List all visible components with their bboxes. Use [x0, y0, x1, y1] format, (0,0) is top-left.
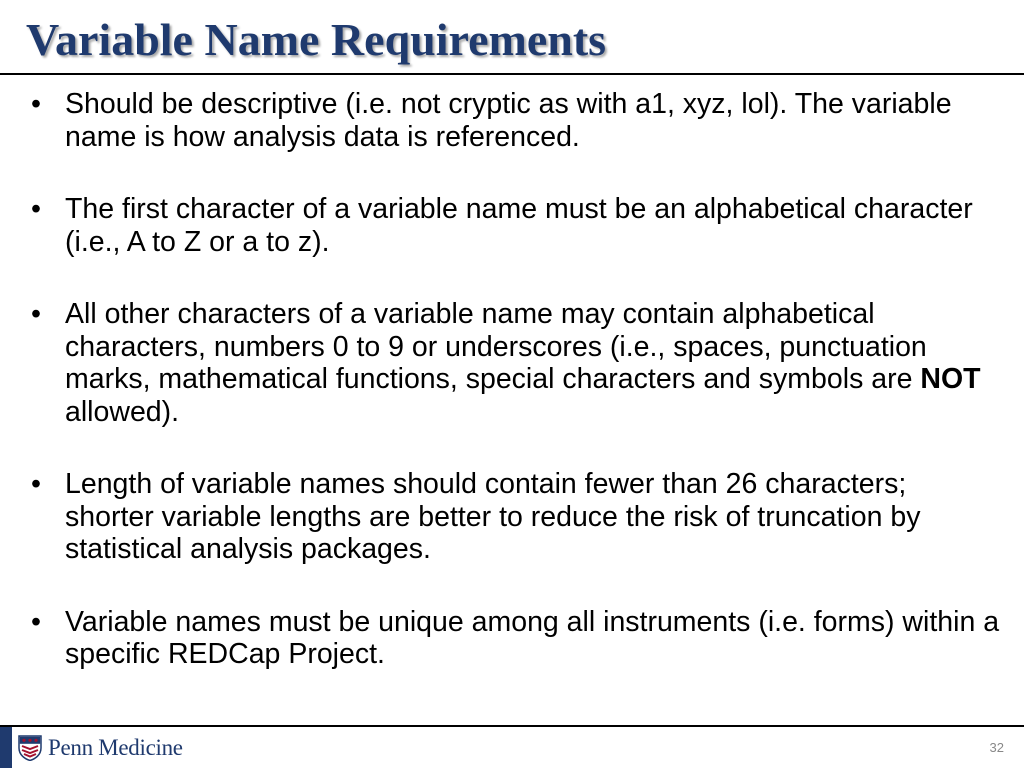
bullet-text: The first character of a variable name must be an alphabetical character (i.e., A to Z or a to z).	[65, 193, 973, 258]
bullet-item-length	[26, 468, 1001, 566]
bullet-text-emphasis: NOT	[920, 363, 981, 395]
logo-text: Penn Medicine	[48, 735, 183, 760]
bullet-marker: •	[31, 605, 41, 638]
penn-medicine-logo	[18, 734, 183, 762]
bullet-text: Variable names must be unique among all instruments (i.e. forms) within a specific REDCap Project.	[65, 605, 1000, 670]
bullet-marker: •	[31, 298, 41, 330]
bullet-marker: •	[31, 468, 41, 500]
bullet-text	[65, 298, 981, 428]
bullet-text: Should be descriptive (i.e. not cryptic as with a1, xyz, lol). The variable name is how analysis data is referenced.	[65, 88, 952, 153]
bullet-item-other-characters	[26, 298, 1001, 428]
bullet-text: Length of variable names should contain fewer than 26 characters; shorter variable lengths are better to reduce the risk of truncation by statistical analysis packages.	[65, 468, 921, 565]
penn-shield-icon	[18, 735, 42, 761]
slide-title: Variable Name Requirements	[26, 14, 607, 65]
footer-divider	[0, 725, 1024, 727]
bullet-marker: •	[31, 193, 41, 225]
bullet-item-unique	[26, 606, 1001, 671]
title-divider	[0, 73, 1024, 75]
bullet-item-descriptive	[26, 88, 1001, 153]
bullet-text-before: All other characters of a variable name may contain alphabetical characters, numbers 0 to 9 or underscores (i.e., spaces, punctuation marks, mathematical functions, special characters and symbols are	[65, 298, 927, 395]
bullet-marker: •	[31, 88, 41, 120]
bullet-list	[26, 88, 1001, 711]
bullet-text-after: allowed).	[65, 395, 180, 428]
page-number: 32	[989, 740, 1004, 755]
bullet-item-first-character	[26, 193, 1001, 258]
footer-accent-bar	[0, 727, 12, 768]
